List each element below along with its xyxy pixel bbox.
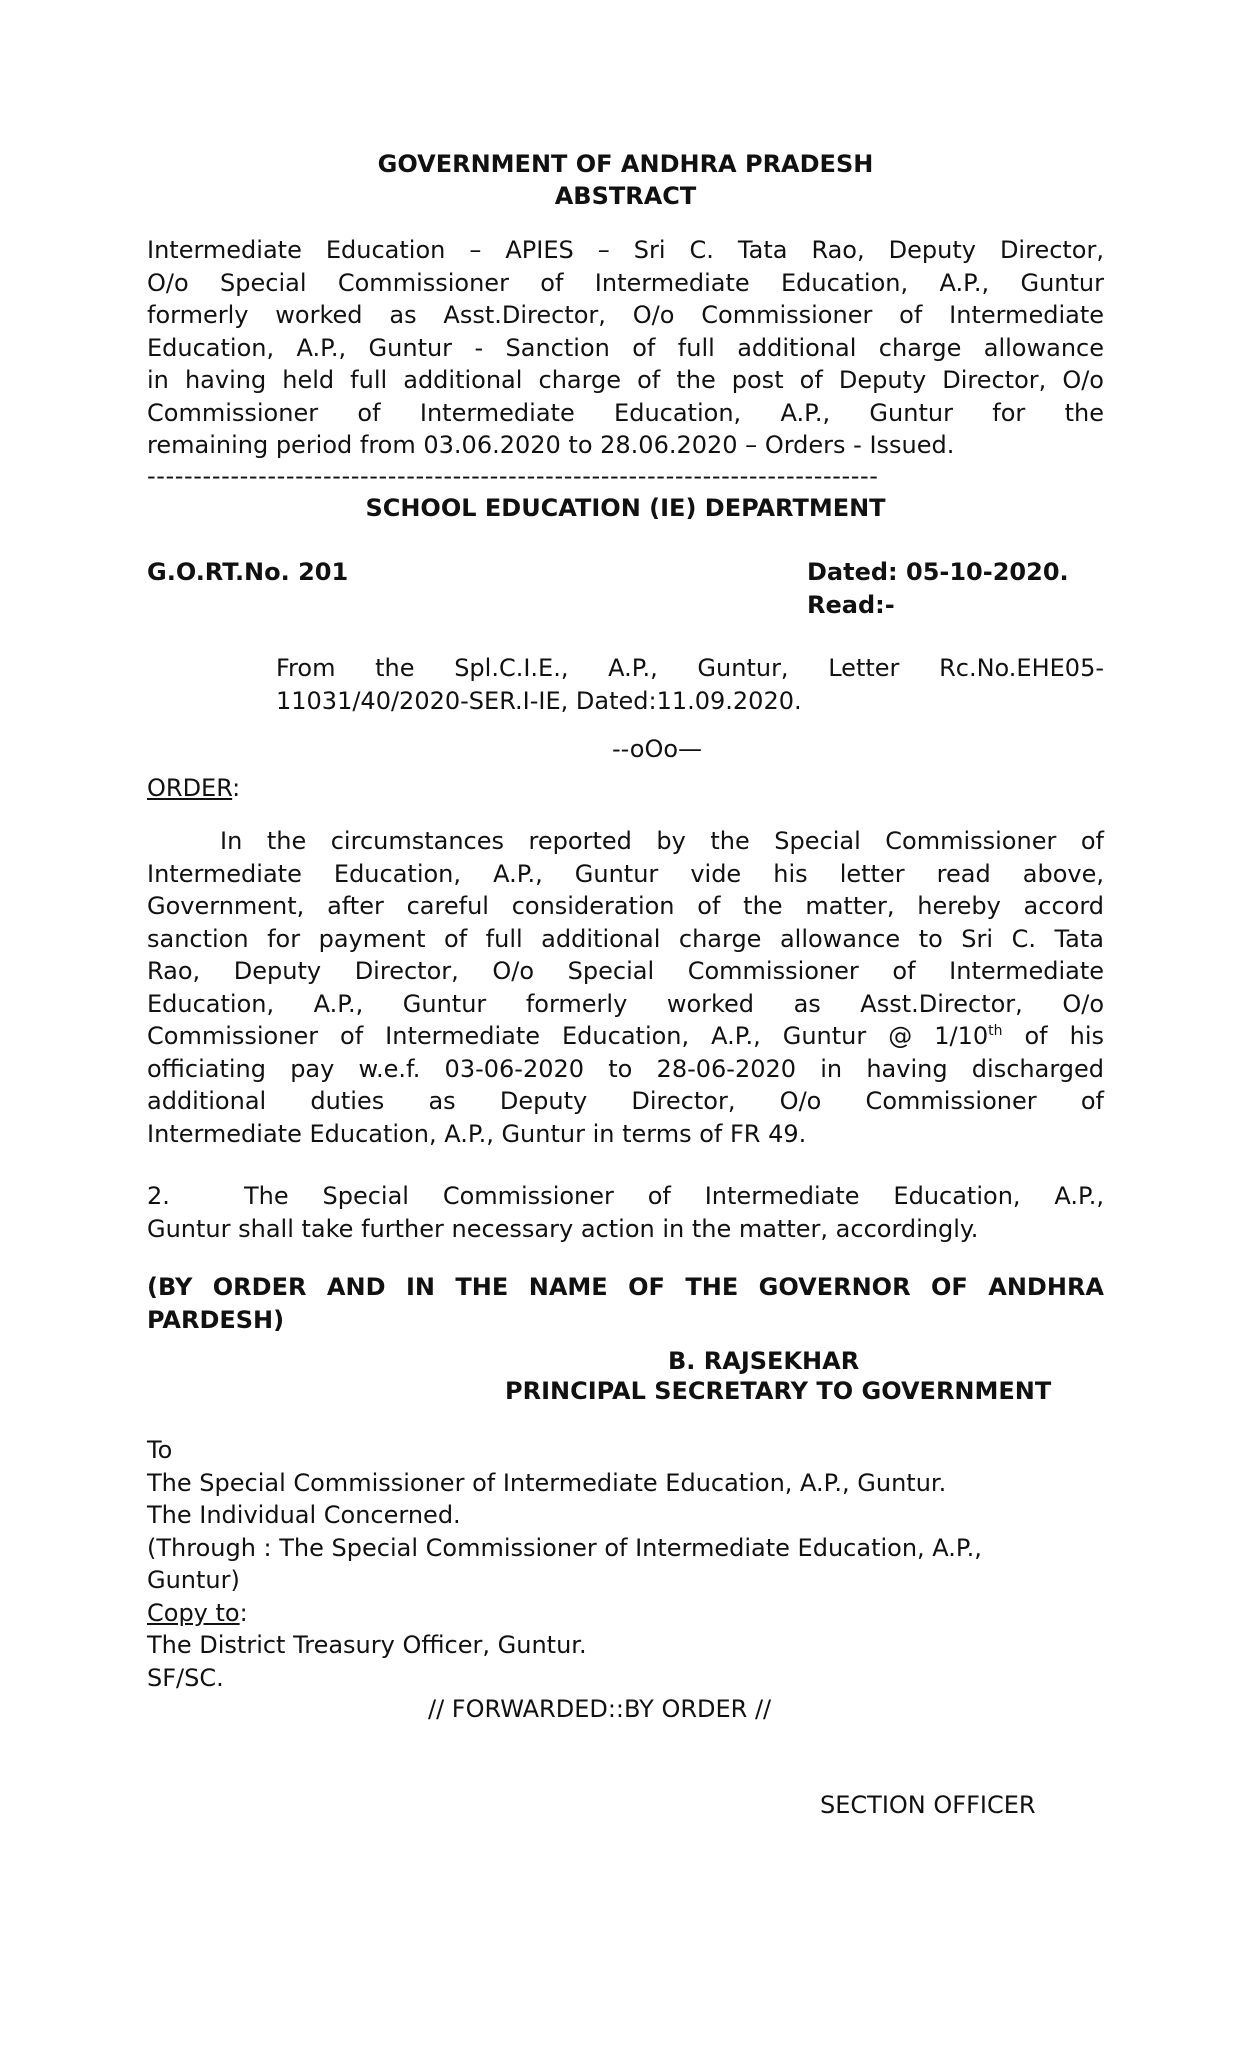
forwarded-line: // FORWARDED::BY ORDER // xyxy=(428,1695,772,1723)
recipient-line: The Individual Concerned. xyxy=(147,1501,461,1529)
recipient-line: (Through : The Special Commissioner of Intermediate Education, A.P., xyxy=(147,1533,982,1562)
signatory-designation: PRINCIPAL SECRETARY TO GOVERNMENT xyxy=(505,1377,1052,1405)
government-heading xyxy=(147,148,1104,212)
abstract-line: Commissioner of Intermediate Education, A.P., Guntur for the xyxy=(147,398,1104,427)
go-number: G.O.RT.No. 201 xyxy=(147,558,349,586)
order-line: Rao, Deputy Director, O/o Special Commissioner of Intermediate xyxy=(147,957,1104,985)
order-line-text: Commissioner of Intermediate Education, A.P., Guntur @ 1/10 xyxy=(147,1022,989,1050)
order-line: officiating pay w.e.f. 03-06-2020 to 28-06-2020 in having discharged xyxy=(147,1054,1104,1083)
order-line: Intermediate Education, A.P., Guntur vide his letter read above, xyxy=(147,859,1104,888)
order-line: Education, A.P., Guntur formerly worked as Asst.Director, O/o xyxy=(147,989,1104,1018)
section-officer: SECTION OFFICER xyxy=(820,1791,1036,1819)
reference-block xyxy=(276,652,1104,717)
go-date: Dated: 05-10-2020. xyxy=(807,558,1069,586)
reference-line: From the Spl.C.I.E., A.P., Guntur, Letter Rc.No.EHE05- xyxy=(276,654,1104,682)
authority-block xyxy=(147,1271,1104,1336)
authority-line: (BY ORDER AND IN THE NAME OF THE GOVERNOR OF ANDHRA xyxy=(147,1273,1104,1301)
order-label: ORDER xyxy=(147,774,233,802)
recipient-line: The Special Commissioner of Intermediate Education, A.P., Guntur. xyxy=(147,1468,947,1497)
abstract-line: Education, A.P., Guntur - Sanction of full additional charge allowance xyxy=(147,333,1104,362)
order-line-with-superscript xyxy=(147,1020,1104,1053)
abstract-label: ABSTRACT xyxy=(554,181,697,210)
copy-line: SF/SC. xyxy=(147,1663,224,1692)
copy-to-suffix: : xyxy=(239,1598,248,1627)
order-line: Government, after careful consideration of the matter, hereby accord xyxy=(147,892,1104,920)
copy-line: The District Treasury Officer, Guntur. xyxy=(147,1631,587,1659)
order-line: The Special Commissioner of Intermediate Education, A.P., xyxy=(244,1182,1104,1210)
to-label: To xyxy=(147,1436,173,1464)
department-title: SCHOOL EDUCATION (IE) DEPARTMENT xyxy=(365,494,886,522)
order-paragraph-1 xyxy=(147,825,1104,1150)
order-line: Intermediate Education, A.P., Guntur in terms of FR 49. xyxy=(147,1119,807,1148)
copy-to-label: Copy to xyxy=(147,1598,240,1627)
abstract-line: remaining period from 03.06.2020 to 28.06.2020 – Orders - Issued. xyxy=(147,431,955,459)
distribution-block xyxy=(147,1434,1104,1694)
government-title: GOVERNMENT OF ANDHRA PRADESH xyxy=(377,150,874,178)
order-line: sanction for payment of full additional charge allowance to Sri C. Tata xyxy=(147,924,1104,953)
ornament-divider: --oOo— xyxy=(612,735,703,763)
order-label-suffix: : xyxy=(232,774,241,802)
abstract-line: Intermediate Education – APIES – Sri C. Tata Rao, Deputy Director, xyxy=(147,236,1104,264)
abstract-line: O/o Special Commissioner of Intermediate Education, A.P., Guntur xyxy=(147,268,1104,297)
copy-to-heading xyxy=(147,1597,1104,1630)
recipient-line: Guntur) xyxy=(147,1566,240,1594)
order-line: In the circumstances reported by the Special Commissioner of xyxy=(220,827,1104,855)
order-heading xyxy=(147,772,240,805)
order-line: Guntur shall take further necessary action in the matter, accordingly. xyxy=(147,1214,979,1243)
abstract-line: formerly worked as Asst.Director, O/o Commissioner of Intermediate xyxy=(147,301,1104,329)
order-paragraph-2 xyxy=(147,1180,1104,1245)
signatory-name: B. RAJSEKHAR xyxy=(668,1347,860,1375)
read-label: Read:- xyxy=(807,590,895,619)
order-line: additional duties as Deputy Director, O/o Commissioner of xyxy=(147,1087,1104,1115)
abstract-block xyxy=(147,234,1104,462)
separator-line: ------------------------------------------------------------------------------- xyxy=(147,462,879,490)
authority-line: PARDESH) xyxy=(147,1305,285,1334)
abstract-line: in having held full additional charge of the post of Deputy Director, O/o xyxy=(147,366,1104,394)
superscript-th: th xyxy=(988,1023,1003,1039)
order-line-tail: of his xyxy=(1002,1022,1104,1050)
para2-number: 2. xyxy=(147,1182,170,1210)
reference-line: 11031/40/2020-SER.I-IE, Dated:11.09.2020. xyxy=(276,686,802,715)
go-dated xyxy=(807,556,1069,621)
